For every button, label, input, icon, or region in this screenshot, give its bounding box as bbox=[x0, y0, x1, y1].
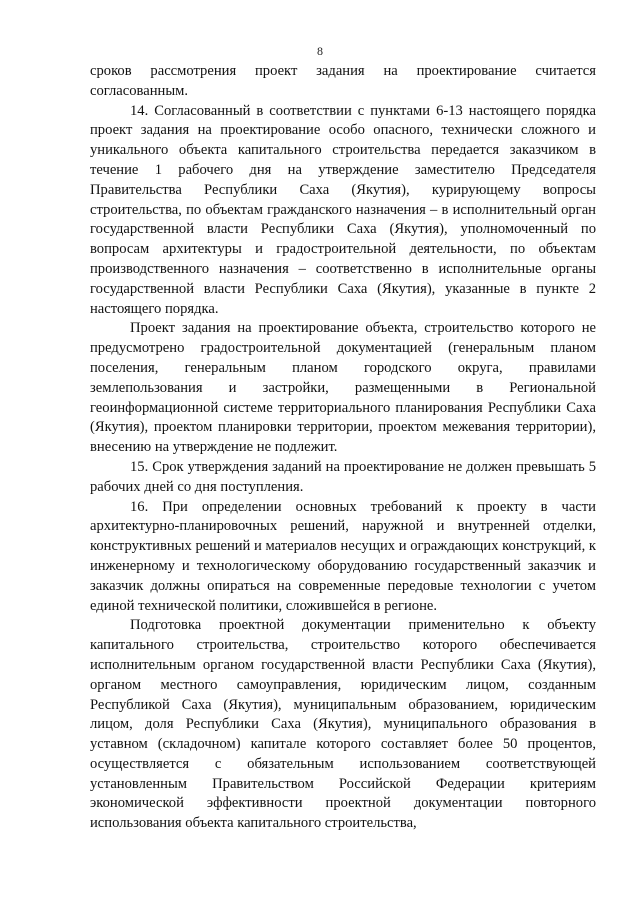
paragraph-item-16: 16. При определении основных требований к проекту в части архитектурно-планировочных решений, наружной и внутренней отделки, конструктивных решений и материалов несущих и ограждающих конструкций, к инженерному и технологическому оборудованию государственный заказчик и заказчик должны опираться на современные передовые технологии с учетом единой технической политики, сложившейся в регионе. bbox=[90, 498, 596, 614]
paragraph-item-15: 15. Срок утверждения заданий на проектирование не должен превышать 5 рабочих дней со дня поступления. bbox=[90, 458, 596, 495]
paragraph-project-task: Проект задания на проектирование объекта, строительство которого не предусмотрено градостроительной документацией (генеральным планом поселения, генеральным планом городского округа, правилами землепользования и застройки, размещенными в Региональной геоинформационной системе территориального планирования Республики Саха (Якутия), проектом планировки территории, проектом межевания территории), внесению на утверждение не подлежит. bbox=[90, 320, 596, 456]
paragraph-continuation: сроков рассмотрения проект задания на проектирование считается согласованным. bbox=[90, 63, 596, 99]
page-number: 8 bbox=[317, 44, 323, 58]
paragraph-documentation-preparation: Подготовка проектной документации применительно к объекту капитального строительства, строительство которого обеспечивается исполнительным органом государственной власти Республики Саха (Якутия), органом местного самоуправления, юридическим лицом, созданным Республикой Саха (Якутия), муниципальным образованием, юридическим лицом, доля Республики Саха (Якутия), муниципального образования в уставном (складочном) капитале которого составляет более 50 процентов, осуществляется с обязательным использованием соответствующей установленным Правительством Российской Федерации критериям экономической эффективности проектной документации повторного использования объекта капитального строительства, bbox=[90, 617, 596, 832]
paragraph-item-14: 14. Согласованный в соответствии с пунктами 6-13 настоящего порядка проект задания на проектирование особо опасного, технически сложного и уникального объекта капитального строительства передается заказчиком в течение 1 рабочего дня на утверждение заместителю Председателя Правительства Республики Саха (Якутия), курирующему вопросы строительства, по объектам гражданского назначения – в исполнительный орган государственной власти Республики Саха (Якутия), уполномоченный по вопросам архитектуры и градостроительной деятельности, по объектам производственного назначения – соответственно в исполнительные органы государственной власти Республики Саха (Якутия), указанные в пункте 2 настоящего порядка. bbox=[90, 102, 596, 317]
document-body bbox=[90, 62, 596, 834]
